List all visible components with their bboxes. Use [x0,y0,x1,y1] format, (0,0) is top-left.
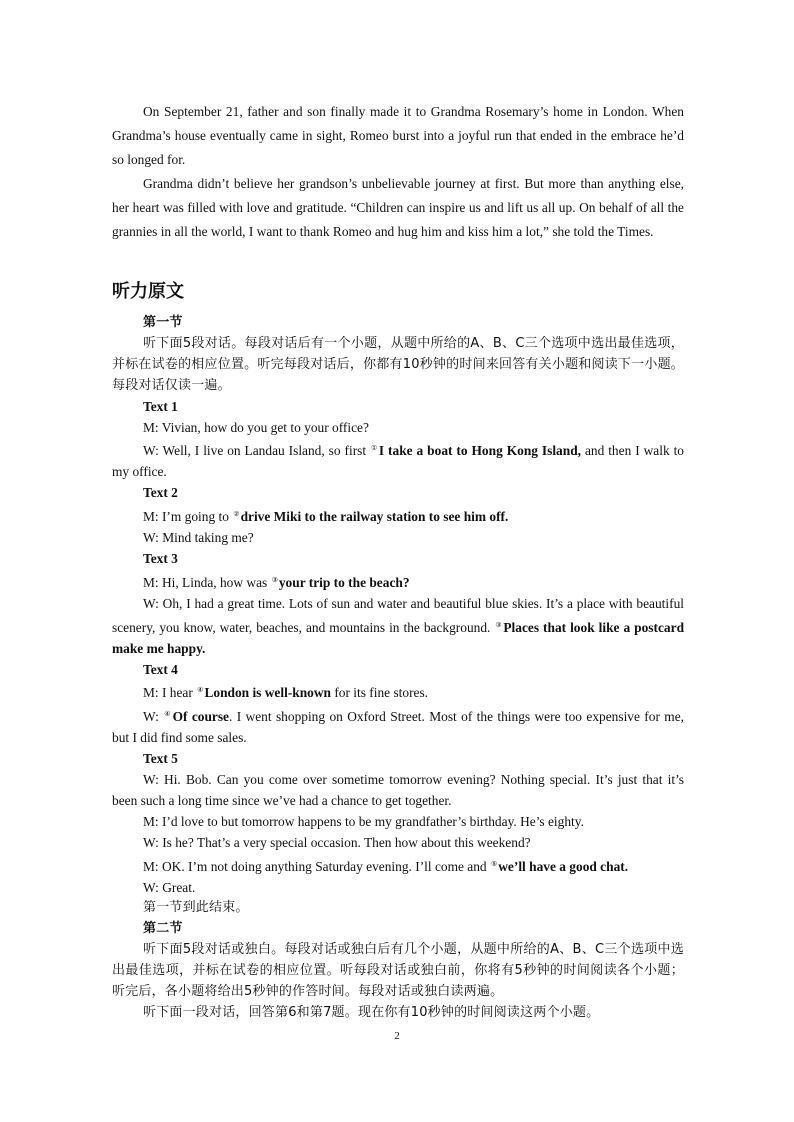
text4-line: M: I hear ④London is well-known for its fine stores. [143,685,429,701]
circled-number-marker: ③ [495,620,503,629]
circled-number-marker: ⑤ [490,859,498,868]
text3-line: W: Oh, I had a great time. Lots of sun and water and beautiful blue skies. It’s a place with beautiful scenery, you know, water, beaches, and mountains in the background. ③Places that look like a postcard make me happy. [112,595,685,656]
text5-line: W: Hi. Bob. Can you come over sometime tomorrow evening? Nothing special. It’s just that it’s been such a long time since we’ve had a chance to get together. [112,772,684,808]
text1-title: Text 1 [143,398,178,414]
text1-line: M: Vivian, how do you get to your office? [143,419,369,435]
highlighted-answer: your trip to the beach? [278,574,410,590]
circled-number-marker: ② [233,510,240,519]
text5-line: W: Great. [143,879,196,895]
circled-number-marker: ① [371,444,378,453]
part1-title: 第一节 [143,315,183,330]
text1-line: W: Well, I live on Landau Island, so first ①I take a boat to Hong Kong Island, and then I walk to my office. [112,443,684,480]
story-paragraph: Grandma didn’t believe her grandson’s unbelievable journey at first. But more than anything else, her heart was filled with love and gratitude. “Children can inspire us and lift us all up. On behalf of all the grannies in all the world, I want to thank Romeo and hug him and kiss him a lot,” she told the Times. [112,176,684,239]
circled-number-marker: ④ [197,686,204,695]
part1-end-note: 第一节到此结束。 [143,900,249,916]
text5-line: W: Is he? That’s a very special occasion. Then how about this weekend? [143,834,531,850]
highlighted-answer: I take a boat to Hong Kong Island, [378,443,581,459]
text5-title: Text 5 [143,751,178,767]
highlighted-answer: drive Miki to the railway station to see him off. [240,509,509,525]
text2-line: M: I’m going to ②drive Miki to the railway station to see him off. [143,509,509,525]
text3-title: Text 3 [143,550,178,566]
highlighted-answer: Of course [172,709,229,725]
part1-instructions: 听下面5段对话。每段对话后有一个小题，从题中所给的A、B、C三个选项中选出最佳选项，并标在试卷的相应位置。听完每段对话后，你都有10秒钟的时间来回答有关小题和阅读下一小题。每段对话仅读一遍。 [112,335,684,393]
text5-line: M: I’d love to but tomorrow happens to be my grandfather’s birthday. He’s eighty. [143,813,584,829]
page-content [112,100,684,1024]
text3-line: M: Hi, Linda, how was ③your trip to the beach? [143,574,410,590]
text4-title: Text 4 [143,661,178,677]
text4-line: W: ④Of course. I went shopping on Oxford Street. Most of the things were too expensive for me, but I did find some sales. [112,709,684,746]
text2-line: W: Mind taking me? [143,530,254,546]
part2-title: 第二节 [143,921,183,937]
circled-number-marker: ④ [164,710,172,719]
circled-number-marker: ③ [271,575,278,584]
highlighted-answer: we’ll have a good chat. [498,858,629,874]
text5-line: M: OK. I’m not doing anything Saturday evening. I’ll come and ⑤we’ll have a good chat. [143,858,629,874]
highlighted-answer: London is well-known [204,685,331,701]
story-paragraph: On September 21, father and son finally made it to Grandma Rosemary’s home in London. When Grandma’s house eventually came in sight, Romeo burst into a joyful run that ended in the embrace he’d so longed for. [112,104,684,167]
part2-instructions: 听下面5段对话或独白。每段对话或独白后有几个小题，从题中所给的A、B、C三个选项中选出最佳选项，并标在试卷的相应位置。听每段对话或独白前，你将有5秒钟的时间阅读各个小题；听完后，各小题将给出5秒钟的作答时间。每段对话或独白读两遍。 [112,942,684,1000]
section-heading: 听力原文 [112,281,184,302]
page-number: 2 [394,1030,400,1042]
highlighted-answer: Places that look like a postcard make me happy. [112,619,685,656]
text2-title: Text 2 [143,485,178,501]
part2-next-instruction: 听下面一段对话，回答第6和第7题。现在你有10秒钟的时间阅读这两个小题。 [143,1005,600,1020]
